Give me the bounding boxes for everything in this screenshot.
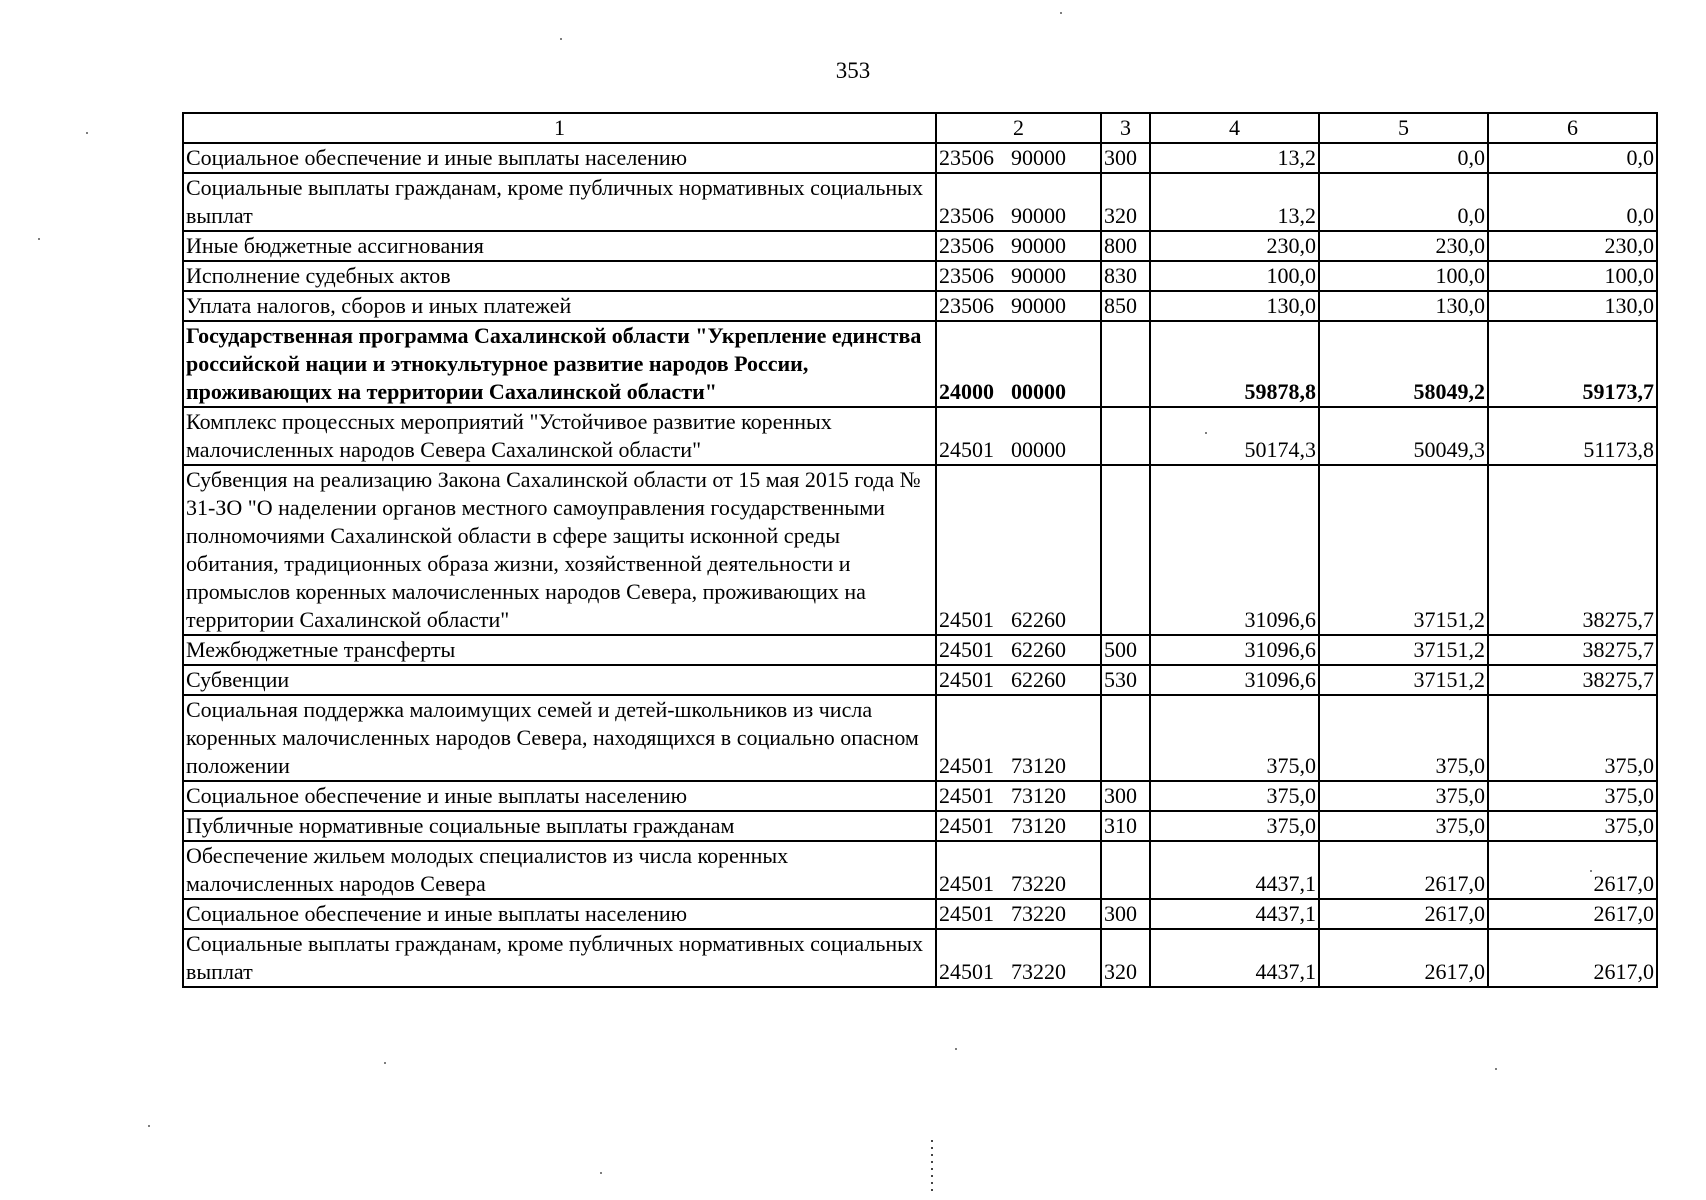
- row-csr-code: [936, 321, 1101, 407]
- row-csr-code: [936, 811, 1101, 841]
- table-row: [183, 231, 1657, 261]
- csr-direction-code: 73220: [1011, 871, 1066, 896]
- table-row: [183, 143, 1657, 173]
- csr-program-code: 24501: [939, 667, 994, 692]
- column-header-3: 3: [1101, 113, 1150, 143]
- row-csr-code: [936, 291, 1101, 321]
- csr-program-code: 24501: [939, 607, 994, 632]
- header-row: [183, 113, 1657, 143]
- row-value-col5: 2617,0: [1319, 899, 1488, 929]
- csr-program-code: 23506: [939, 145, 994, 170]
- row-name: Обеспечение жильем молодых специалистов из числа коренных малочисленных народов Севера: [183, 841, 936, 899]
- column-header-2: 2: [936, 113, 1101, 143]
- csr-program-code: 24501: [939, 753, 994, 778]
- table-row: [183, 929, 1657, 987]
- csr-direction-code: 00000: [1011, 437, 1066, 462]
- budget-table: [182, 112, 1658, 988]
- row-value-col6: 59173,7: [1488, 321, 1657, 407]
- table-row: [183, 841, 1657, 899]
- row-name: Социальные выплаты гражданам, кроме публичных нормативных социальных выплат: [183, 929, 936, 987]
- csr-direction-code: 90000: [1011, 293, 1066, 318]
- csr-program-code: 23506: [939, 293, 994, 318]
- row-value-col5: 0,0: [1319, 143, 1488, 173]
- row-value-col5: 130,0: [1319, 291, 1488, 321]
- row-name: Уплата налогов, сборов и иных платежей: [183, 291, 936, 321]
- row-name: Исполнение судебных актов: [183, 261, 936, 291]
- row-value-col5: 2617,0: [1319, 929, 1488, 987]
- row-value-col6: 130,0: [1488, 291, 1657, 321]
- row-value-col5: 50049,3: [1319, 407, 1488, 465]
- csr-program-code: 24501: [939, 437, 994, 462]
- csr-direction-code: 90000: [1011, 263, 1066, 288]
- row-value-col4: 375,0: [1150, 811, 1319, 841]
- csr-direction-code: 62260: [1011, 637, 1066, 662]
- csr-program-code: 24501: [939, 959, 994, 984]
- row-value-col5: 2617,0: [1319, 841, 1488, 899]
- row-name: Социальное обеспечение и иные выплаты населению: [183, 781, 936, 811]
- table-row: [183, 321, 1657, 407]
- row-value-col5: 37151,2: [1319, 465, 1488, 635]
- csr-direction-code: 90000: [1011, 145, 1066, 170]
- csr-direction-code: 90000: [1011, 203, 1066, 228]
- column-header-6: 6: [1488, 113, 1657, 143]
- row-value-col5: 375,0: [1319, 811, 1488, 841]
- row-value-col6: 375,0: [1488, 781, 1657, 811]
- row-value-col6: 2617,0: [1488, 929, 1657, 987]
- row-expense-type: 300: [1101, 143, 1150, 173]
- csr-program-code: 23506: [939, 263, 994, 288]
- table-row: [183, 407, 1657, 465]
- row-name: Субвенция на реализацию Закона Сахалинской области от 15 мая 2015 года № 31-ЗО "О наделении органов местного самоуправления государственными полномочиями Сахалинской области в сфере защиты исконной среды обитания, традиционных образа жизни, хозяйственной деятельности и промыслов коренных малочисленных народов Севера, проживающих на территории Сахалинской области": [183, 465, 936, 635]
- row-expense-type: 530: [1101, 665, 1150, 695]
- row-expense-type: 300: [1101, 781, 1150, 811]
- row-value-col4: 375,0: [1150, 695, 1319, 781]
- row-expense-type: 850: [1101, 291, 1150, 321]
- row-csr-code: [936, 407, 1101, 465]
- scan-speck: [86, 132, 88, 134]
- row-value-col6: 2617,0: [1488, 899, 1657, 929]
- row-expense-type: 320: [1101, 929, 1150, 987]
- row-csr-code: [936, 261, 1101, 291]
- column-header-4: 4: [1150, 113, 1319, 143]
- page-number: 353: [835, 58, 871, 83]
- row-value-col4: 13,2: [1150, 173, 1319, 231]
- csr-program-code: 23506: [939, 233, 994, 258]
- row-value-col6: 230,0: [1488, 231, 1657, 261]
- scan-speck: [148, 1125, 150, 1127]
- csr-program-code: 24501: [939, 871, 994, 896]
- csr-direction-code: 90000: [1011, 233, 1066, 258]
- row-value-col5: 230,0: [1319, 231, 1488, 261]
- row-csr-code: [936, 899, 1101, 929]
- csr-program-code: 24501: [939, 783, 994, 808]
- row-value-col5: 375,0: [1319, 695, 1488, 781]
- scan-speck: [560, 38, 562, 40]
- row-value-col5: 0,0: [1319, 173, 1488, 231]
- row-expense-type: [1101, 695, 1150, 781]
- row-value-col4: 50174,3: [1150, 407, 1319, 465]
- row-value-col4: 13,2: [1150, 143, 1319, 173]
- row-name: Публичные нормативные социальные выплаты гражданам: [183, 811, 936, 841]
- row-value-col6: 0,0: [1488, 143, 1657, 173]
- row-name: Социальные выплаты гражданам, кроме публичных нормативных социальных выплат: [183, 173, 936, 231]
- row-value-col6: 38275,7: [1488, 465, 1657, 635]
- row-value-col6: 100,0: [1488, 261, 1657, 291]
- column-header-5: 5: [1319, 113, 1488, 143]
- row-value-col6: 375,0: [1488, 695, 1657, 781]
- scan-speck: [600, 1172, 602, 1174]
- csr-direction-code: 62260: [1011, 667, 1066, 692]
- row-value-col4: 100,0: [1150, 261, 1319, 291]
- csr-direction-code: 62260: [1011, 607, 1066, 632]
- row-csr-code: [936, 173, 1101, 231]
- row-value-col5: 37151,2: [1319, 635, 1488, 665]
- row-csr-code: [936, 635, 1101, 665]
- row-value-col5: 100,0: [1319, 261, 1488, 291]
- row-expense-type: [1101, 321, 1150, 407]
- row-value-col4: 31096,6: [1150, 635, 1319, 665]
- row-name: Социальное обеспечение и иные выплаты населению: [183, 899, 936, 929]
- csr-program-code: 24501: [939, 901, 994, 926]
- table-row: [183, 261, 1657, 291]
- row-expense-type: 300: [1101, 899, 1150, 929]
- row-csr-code: [936, 781, 1101, 811]
- row-expense-type: 800: [1101, 231, 1150, 261]
- scan-speck: [1205, 432, 1207, 434]
- row-csr-code: [936, 695, 1101, 781]
- table-row: [183, 173, 1657, 231]
- csr-program-code: 23506: [939, 203, 994, 228]
- row-csr-code: [936, 143, 1101, 173]
- row-expense-type: 500: [1101, 635, 1150, 665]
- scan-speck: [38, 238, 40, 240]
- row-expense-type: [1101, 465, 1150, 635]
- row-value-col4: 4437,1: [1150, 899, 1319, 929]
- row-value-col6: 51173,8: [1488, 407, 1657, 465]
- csr-direction-code: 73120: [1011, 783, 1066, 808]
- row-value-col5: 58049,2: [1319, 321, 1488, 407]
- scan-dotted-mark: [931, 1140, 933, 1196]
- row-value-col4: 4437,1: [1150, 929, 1319, 987]
- row-value-col6: 0,0: [1488, 173, 1657, 231]
- row-name: Субвенции: [183, 665, 936, 695]
- csr-program-code: 24501: [939, 813, 994, 838]
- scan-speck: [955, 1048, 957, 1050]
- row-csr-code: [936, 465, 1101, 635]
- row-value-col4: 31096,6: [1150, 665, 1319, 695]
- table-row: [183, 695, 1657, 781]
- row-csr-code: [936, 231, 1101, 261]
- row-value-col4: 4437,1: [1150, 841, 1319, 899]
- row-expense-type: 320: [1101, 173, 1150, 231]
- row-value-col5: 375,0: [1319, 781, 1488, 811]
- csr-program-code: 24000: [939, 379, 994, 404]
- row-name: Иные бюджетные ассигнования: [183, 231, 936, 261]
- row-name: Социальное обеспечение и иные выплаты населению: [183, 143, 936, 173]
- row-name: Социальная поддержка малоимущих семей и детей-школьников из числа коренных малочисленных народов Севера, находящихся в социально опасном положении: [183, 695, 936, 781]
- scan-speck: [384, 1062, 386, 1064]
- row-value-col4: 130,0: [1150, 291, 1319, 321]
- csr-direction-code: 73120: [1011, 813, 1066, 838]
- row-csr-code: [936, 841, 1101, 899]
- row-value-col4: 59878,8: [1150, 321, 1319, 407]
- table-row: [183, 811, 1657, 841]
- scan-speck: [1590, 870, 1592, 872]
- csr-direction-code: 73220: [1011, 959, 1066, 984]
- row-expense-type: [1101, 407, 1150, 465]
- row-value-col5: 37151,2: [1319, 665, 1488, 695]
- row-csr-code: [936, 929, 1101, 987]
- row-name: Комплекс процессных мероприятий "Устойчивое развитие коренных малочисленных народов Севера Сахалинской области": [183, 407, 936, 465]
- row-expense-type: 310: [1101, 811, 1150, 841]
- row-value-col6: 375,0: [1488, 811, 1657, 841]
- csr-direction-code: 00000: [1011, 379, 1066, 404]
- row-value-col6: 38275,7: [1488, 635, 1657, 665]
- scan-speck: [1495, 1068, 1497, 1070]
- table-row: [183, 465, 1657, 635]
- row-value-col4: 375,0: [1150, 781, 1319, 811]
- row-expense-type: [1101, 841, 1150, 899]
- csr-direction-code: 73220: [1011, 901, 1066, 926]
- row-name: Государственная программа Сахалинской области "Укрепление единства российской нации и этнокультурное развитие народов России, проживающих на территории Сахалинской области": [183, 321, 936, 407]
- csr-direction-code: 73120: [1011, 753, 1066, 778]
- table-row: [183, 635, 1657, 665]
- csr-program-code: 24501: [939, 637, 994, 662]
- row-value-col6: 38275,7: [1488, 665, 1657, 695]
- table-row: [183, 665, 1657, 695]
- table-row: [183, 781, 1657, 811]
- row-value-col6: 2617,0: [1488, 841, 1657, 899]
- column-header-1: 1: [183, 113, 936, 143]
- row-csr-code: [936, 665, 1101, 695]
- row-expense-type: 830: [1101, 261, 1150, 291]
- table-row: [183, 291, 1657, 321]
- row-value-col4: 31096,6: [1150, 465, 1319, 635]
- table-row: [183, 899, 1657, 929]
- scan-speck: [1060, 12, 1062, 14]
- row-name: Межбюджетные трансферты: [183, 635, 936, 665]
- row-value-col4: 230,0: [1150, 231, 1319, 261]
